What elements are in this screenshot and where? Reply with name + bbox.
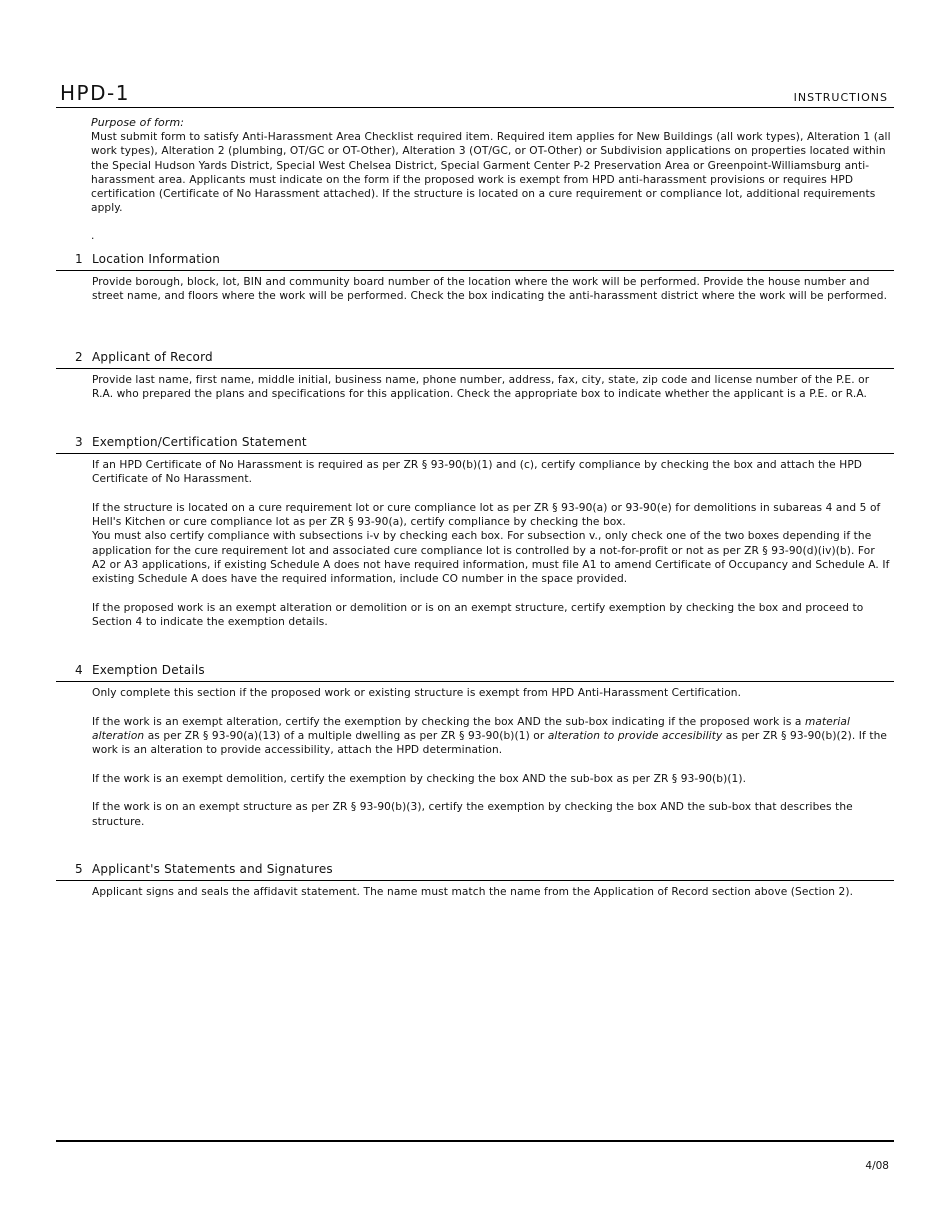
- section-applicant-of-record: [56, 348, 894, 402]
- purpose-title: Purpose of form:: [91, 116, 185, 129]
- section-paragraph: If the work is an exempt demolition, certify the exemption by checking the box AND the sub-box as per ZR § 93-90(b)(1).: [92, 772, 747, 785]
- text-run: If the work is an exempt alteration, certify the exemption by checking the box AND the sub-box indicating if the proposed work is a: [92, 715, 805, 728]
- section-header: [56, 860, 894, 881]
- section-body: [56, 881, 890, 899]
- section-header: [56, 661, 894, 682]
- page-number: 4/08: [865, 1160, 889, 1172]
- section-exemption-details: [56, 661, 894, 829]
- section-body: [56, 271, 890, 304]
- section-paragraph: If the work is on an exempt structure as per ZR § 93-90(b)(3), certify the exemption by checking the box AND the sub-box that describes the structure.: [92, 801, 853, 828]
- section-location-information: [56, 250, 894, 304]
- section-number: 2: [75, 350, 83, 364]
- section-body: [56, 454, 890, 630]
- section-title: Exemption/Certification Statement: [92, 435, 307, 449]
- section-paragraph: If the structure is located on a cure requirement lot or cure compliance lot as per ZR § 93-90(a) or 93-90(e) for demolitions in subareas 4 and 5 of Hell's Kitchen or cure compliance lot as per ZR § 93-90(a), certify compliance by checking the box.: [92, 501, 881, 529]
- footer-divider: [56, 1140, 894, 1142]
- instructions-label: INSTRUCTIONS: [793, 91, 888, 104]
- section-number: 4: [75, 663, 83, 677]
- section-header: [56, 348, 894, 369]
- section-header: [56, 433, 894, 454]
- section-paragraph: If the proposed work is an exempt alteration or demolition or is on an exempt structure, certify exemption by checking the box and proceed to Section 4 to indicate the exemption details.: [92, 601, 864, 629]
- form-id: HPD-1: [60, 81, 130, 105]
- purpose-text: Must submit form to satisfy Anti-Harassment Area Checklist required item. Required item applies for New Buildings (all work types), Alteration 1 (all work types), Alteration 2 (plumbing, OT/GC or OT-Other), Alteration 3 (OT/GC, or OT-Other) or Subdivision applications on properties located within the Special Hudson Yards District, Special West Chelsea District, Special Garment Center P-2 Preservation Area or Greenpoint-Williamsburg anti-harassment area. Applicants must indicate on the form if the proposed work is exempt from HPD anti-harassment provisions or requires HPD certification (Certificate of No Harassment attached). If the structure is located on a cure requirement or compliance lot, additional requirements apply.: [91, 131, 891, 215]
- section-paragraph: Provide borough, block, lot, BIN and community board number of the location where the work will be performed. Provide the house number and street name, and floors where the work will be performed. Check the box indicating the anti-harassment district where the work will be performed.: [92, 276, 888, 303]
- section-paragraph: Applicant signs and seals the affidavit statement. The name must match the name from the Application of Record section above (Section 2).: [92, 886, 854, 898]
- text-run: as per ZR § 93-90(a)(13) of a multiple dwelling as per ZR § 93-90(b)(1) or: [144, 729, 548, 742]
- section-exemption-certification-statement: [56, 433, 894, 630]
- section-number: 3: [75, 435, 83, 449]
- section-paragraph: You must also certify compliance with subsections i-v by checking each box. For subsection v., only check one of the two boxes depending if the application for the cure requirement lot and associated cure compliance lot is controlled by a not-for-profit or not as per ZR § 93-90(d)(iv)(b). For A2 or A3 applications, if existing Schedule A does not have required information, must file A1 to amend Certificate of Occupancy and Schedule A. If existing Schedule A does have the required information, include CO number in the space provided.: [92, 530, 890, 586]
- section-paragraph: Only complete this section if the proposed work or existing structure is exempt from HPD Anti-Harassment Certification.: [92, 687, 742, 699]
- text-run: as per ZR § 93-90(b)(2). If the work is an alteration to provide accessibility, attach the HPD determination.: [92, 729, 888, 757]
- emphasis-accessibility: alteration to provide accesibility: [547, 729, 723, 742]
- section-applicant-statements-signatures: [56, 860, 894, 899]
- purpose-dot: .: [91, 230, 95, 242]
- exempt-alteration-paragraph: [92, 715, 890, 758]
- purpose-block: [91, 115, 891, 216]
- section-title: Location Information: [92, 252, 221, 266]
- section-header: [56, 250, 894, 271]
- section-body: [56, 369, 890, 402]
- page-header: [56, 80, 894, 108]
- section-number: 1: [75, 252, 83, 266]
- section-body: [56, 682, 890, 829]
- section-paragraph: Provide last name, first name, middle initial, business name, phone number, address, fax, city, state, zip code and license number of the P.E. or R.A. who prepared the plans and specifications for this application. Check the appropriate box to indicate whether the applicant is a P.E. or R.A.: [92, 374, 870, 401]
- section-number: 5: [75, 862, 83, 876]
- section-title: Applicant's Statements and Signatures: [92, 862, 333, 876]
- emphasis-material-alteration: material alteration: [92, 715, 851, 742]
- section-title: Exemption Details: [92, 663, 205, 677]
- section-paragraph: If an HPD Certificate of No Harassment is required as per ZR § 93-90(b)(1) and (c), certify compliance by checking the box and attach the HPD Certificate of No Harassment.: [92, 459, 863, 486]
- section-title: Applicant of Record: [92, 350, 213, 364]
